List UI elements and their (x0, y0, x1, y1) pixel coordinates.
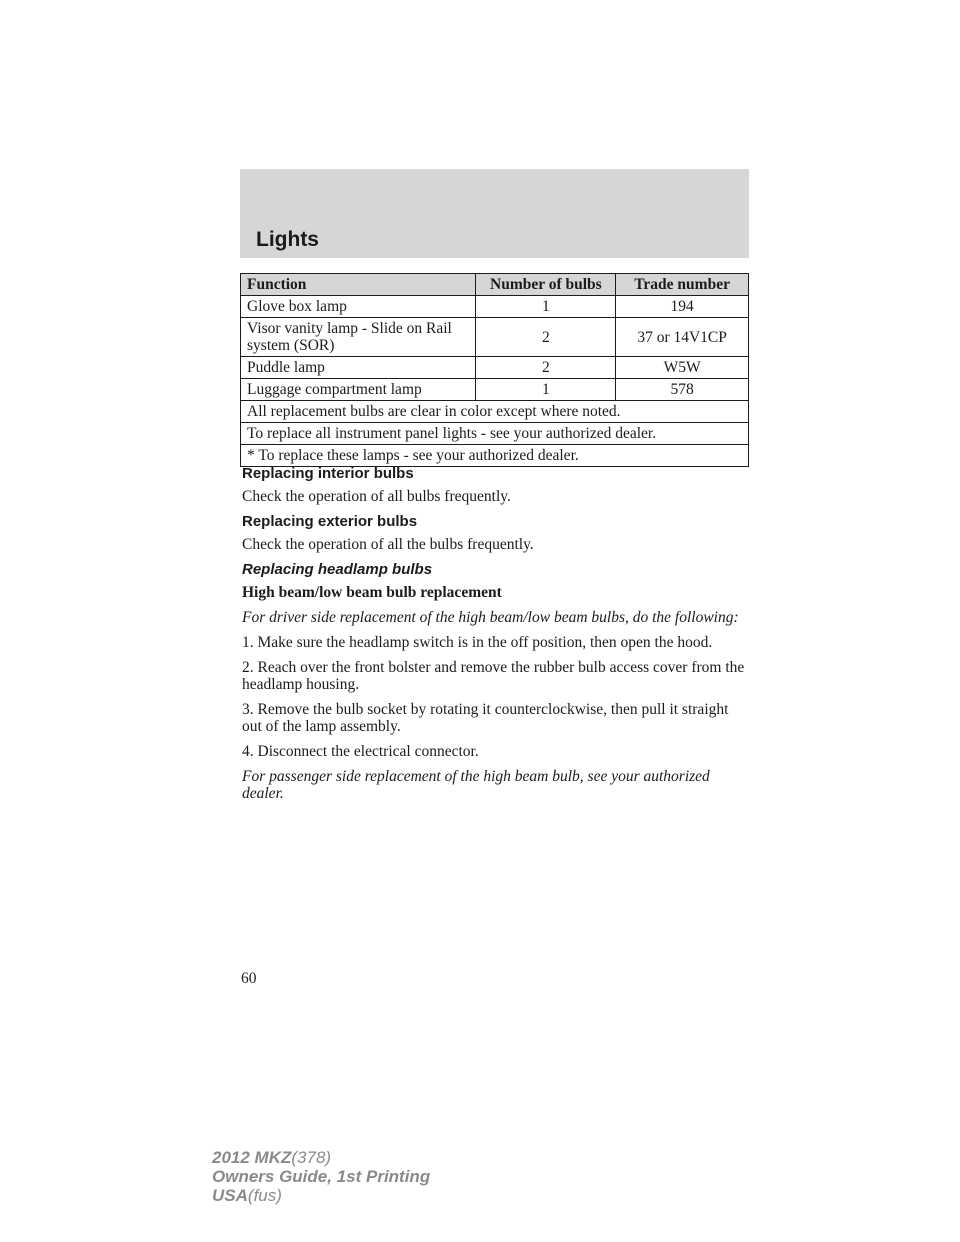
beam-replacement-heading: High beam/low beam bulb replacement (242, 584, 502, 601)
step-item: 4. Disconnect the electrical connector. (242, 743, 479, 760)
table-note-row (241, 445, 749, 467)
table-header-row (241, 274, 749, 296)
print-footer (212, 1148, 430, 1205)
section-header (240, 169, 749, 258)
headlamp-bulbs-heading: Replacing headlamp bulbs (242, 561, 433, 578)
exterior-bulbs-text: Check the operation of all the bulbs frequently. (242, 536, 534, 553)
section-title: Lights (256, 228, 319, 251)
column-header-function: Function (241, 274, 476, 296)
table-note: * To replace these lamps - see your authorized dealer. (241, 445, 749, 467)
cell-number-of-bulbs: 1 (476, 296, 616, 318)
step-item: 2. Reach over the front bolster and remove the rubber bulb access cover from the headlamp housing. (242, 659, 745, 693)
exterior-bulbs-heading: Replacing exterior bulbs (242, 513, 418, 530)
footer-model-code: (378) (291, 1148, 332, 1167)
cell-function: Glove box lamp (241, 296, 476, 318)
cell-number-of-bulbs: 1 (476, 379, 616, 401)
footer-model-line (212, 1148, 430, 1167)
table-note: To replace all instrument panel lights - see your authorized dealer. (241, 423, 749, 445)
passenger-side-note: For passenger side replacement of the high beam bulb, see your authorized dealer. (242, 768, 710, 802)
interior-bulbs-text: Check the operation of all bulbs frequently. (242, 488, 511, 505)
cell-function: Puddle lamp (241, 357, 476, 379)
table-note-row (241, 401, 749, 423)
table-note-row (241, 423, 749, 445)
cell-trade-number: 37 or 14V1CP (616, 318, 749, 357)
footer-market-line (212, 1186, 430, 1205)
cell-function: Visor vanity lamp - Slide on Rail system (SOR) (241, 318, 476, 357)
step-item: 3. Remove the bulb socket by rotating it counterclockwise, then pull it straight out of the lamp assembly. (242, 701, 729, 735)
table-row (241, 357, 749, 379)
footer-market: USA (212, 1186, 248, 1205)
table-row (241, 379, 749, 401)
step-item: 1. Make sure the headlamp switch is in the off position, then open the hood. (242, 634, 713, 651)
bulb-table (240, 273, 749, 467)
interior-bulbs-heading: Replacing interior bulbs (242, 465, 414, 482)
column-header-number-of-bulbs: Number of bulbs (476, 274, 616, 296)
cell-trade-number: 578 (616, 379, 749, 401)
footer-printing-line: Owners Guide, 1st Printing (212, 1167, 431, 1186)
body-content (242, 465, 752, 810)
cell-number-of-bulbs: 2 (476, 318, 616, 357)
footer-model: 2012 MKZ (212, 1148, 292, 1167)
cell-function: Luggage compartment lamp (241, 379, 476, 401)
footer-market-code: (fus) (247, 1186, 282, 1205)
cell-trade-number: 194 (616, 296, 749, 318)
cell-number-of-bulbs: 2 (476, 357, 616, 379)
table-note: All replacement bulbs are clear in color except where noted. (241, 401, 749, 423)
driver-side-intro: For driver side replacement of the high beam/low beam bulbs, do the following: (242, 609, 739, 626)
page-number: 60 (241, 970, 257, 987)
cell-trade-number: W5W (616, 357, 749, 379)
table-row (241, 318, 749, 357)
table-row (241, 296, 749, 318)
column-header-trade-number: Trade number (616, 274, 749, 296)
